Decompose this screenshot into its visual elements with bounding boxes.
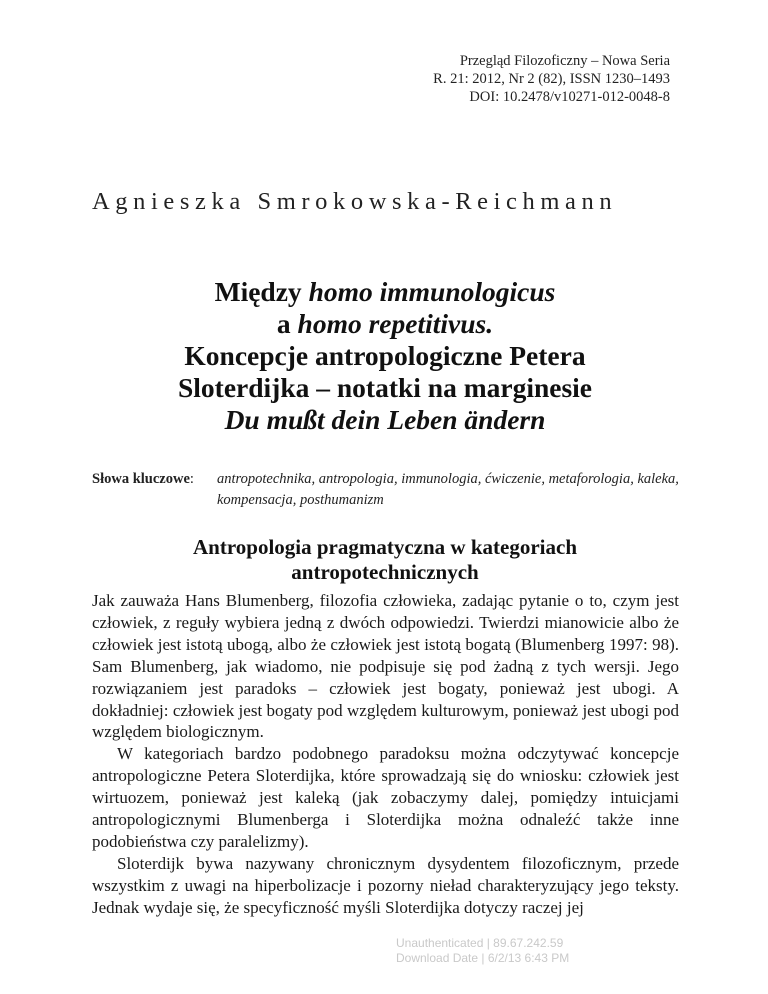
keywords-block xyxy=(92,469,680,511)
journal-volume-issn: R. 21: 2012, Nr 2 (82), ISSN 1230–1493 xyxy=(433,71,670,87)
download-watermark xyxy=(396,936,569,966)
title-line-2: a homo repetitivus. xyxy=(276,308,494,339)
title-line-4: Sloterdijka – notatki na marginesie xyxy=(177,372,593,403)
paragraph-3: Sloterdijk bywa nazywany chronicznym dysydentem filozoficznym, przede wszystkim z uwagi na hiperbolizacje i pozorny nieład charakteryzujący jego teksty. Jednak wydaje się, że specyficzność myśli Sloterdijka dotyczy raczej jej xyxy=(92,853,679,917)
paragraph-1: Jak zauważa Hans Blumenberg, filozofia człowieka, zadając pytanie o to, czym jest człowiek, z reguły wybiera jedną z dwóch odpowiedzi. Twierdzi mianowicie albo że człowiek jest istotą ubogą, albo że człowiek jest istotą bogatą (Blumenberg 1997: 98). Sam Blumenberg, jak wiadomo, nie podpisuje się pod żadną z tych wersji. Jego rozwiązaniem jest paradoks – człowiek jest bogaty, ponieważ jest ubogi. A dokładniej: człowiek jest bogaty pod względem kulturowym, ponieważ jest ubogi pod względem biologicznym. xyxy=(92,591,679,742)
title-book-name: Du mußt dein Leben ändern xyxy=(224,404,546,435)
title-line-5 xyxy=(90,404,680,436)
title-term-immunologicus: homo immunologicus xyxy=(308,276,556,307)
journal-name: Przegląd Filozoficzny – Nowa Seria xyxy=(459,53,670,69)
watermark-ip: Unauthenticated | 89.67.242.59 xyxy=(396,936,564,950)
section-heading: Antropologia pragmatyczna w kategoriach antropotechnicznych xyxy=(193,535,577,584)
author-name: Agnieszka Smrokowska-Reichmann xyxy=(92,188,618,215)
journal-doi: DOI: 10.2478/v10271-012-0048-8 xyxy=(469,89,670,105)
watermark-date: Download Date | 6/2/13 6:43 PM xyxy=(396,951,570,965)
body-text xyxy=(92,590,679,919)
keywords-label: Słowa kluczowe: xyxy=(92,471,194,487)
title-line-3: Koncepcje antropologiczne Petera xyxy=(184,340,586,371)
title-term-repetitivus: homo repetitivus. xyxy=(297,308,494,339)
title-line-1: Między homo immunologicus xyxy=(214,276,556,307)
keywords-list: antropotechnika, antropologia, immunologia, ćwiczenie, metaforologia, kaleka, kompensacja, posthumanizm xyxy=(217,471,679,508)
paragraph-2: W kategoriach bardzo podobnego paradoksu można odczytywać koncepcje antropologiczne Petera Sloterdijka, które sprowadzają się do wniosku: człowiek jest wirtuozem, ponieważ jest kaleką (jak zobaczymy dalej, pomiędzy intuicjami antropologicznymi Blumenberga i Sloterdijka można odnaleźć także inne podobieństwa czy paralelizmy). xyxy=(92,744,679,851)
journal-header xyxy=(433,52,670,106)
article-title xyxy=(90,276,680,436)
